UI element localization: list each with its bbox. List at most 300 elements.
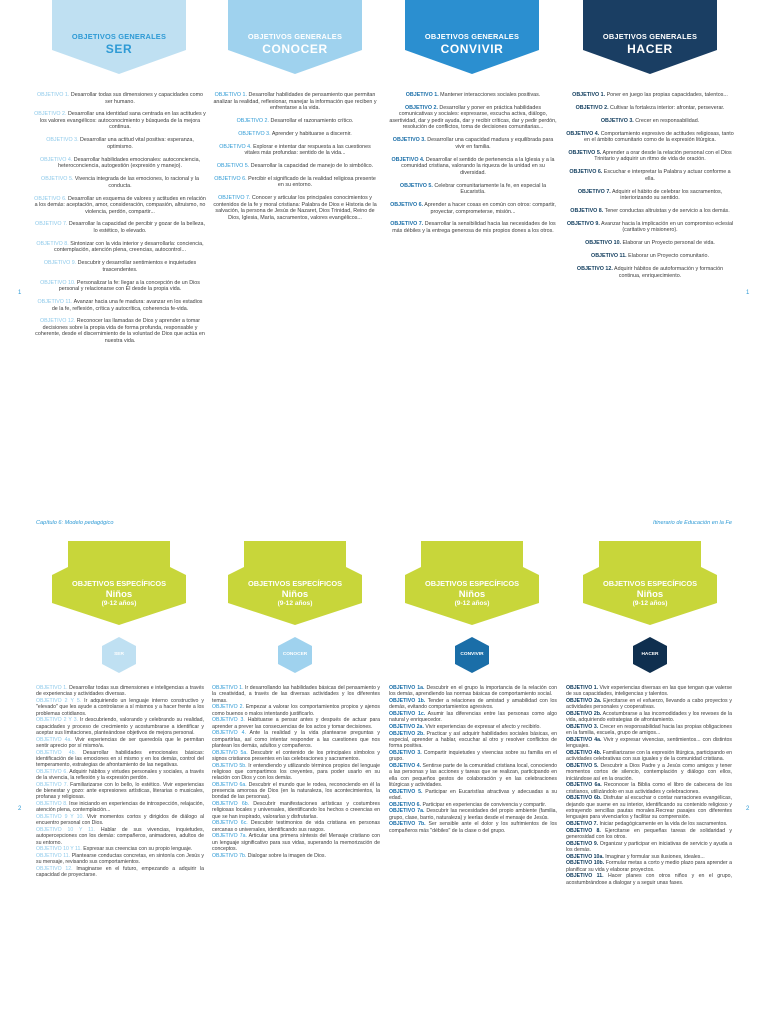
objective-text: Vivir momentos cortos y dirigidos de diálogo al encuentro personal con Dios. <box>36 814 204 827</box>
objective-label: OBJETIVO 4a. <box>36 736 72 743</box>
objective-item <box>389 821 557 834</box>
objective-label: OBJETIVO 1a. <box>389 685 425 691</box>
objective-text: Desarrollar una identidad sana centrada en las actitudes y los valores evangélicos: autoconocimiento y búsqueda de la mejora continua. <box>39 111 206 131</box>
banner-conocer <box>228 0 362 74</box>
objective-label: OBJETIVO 1c. <box>389 711 426 717</box>
objective-label: OBJETIVO 6b. <box>566 795 602 802</box>
objective-text: Reconocer las llamadas de Dios y aprender a tomar decisiones sobre la propia vida de forma profunda, responsable y coherente, desde el discernimiento de la voluntad de Dios que actúa en nuestra vida. <box>35 318 205 345</box>
objective-item <box>34 260 206 273</box>
objective-text: Desarrollar la sensibilidad hacia las necesidades de los más débiles y la entrega generosa de mis propios dones a los otros. <box>392 221 556 234</box>
objective-text: Empezar a valorar los comportamientos propios y ajenos como buenos o malos intentando justificarlo. <box>212 704 381 717</box>
objective-label: OBJETIVO 2a. <box>389 724 424 730</box>
objective-label: OBJETIVO 5b. <box>212 762 247 769</box>
objective-label: OBJETIVO 4. <box>219 143 252 150</box>
objective-item <box>566 750 732 763</box>
objective-label: OBJETIVO 2. <box>575 104 609 111</box>
objective-text: Sentirse parte de la comunidad cristiana local, conociendo a las personas y las acciones y tareas que se realizan, participando en ella con pequeños gestos de colaboración y en las celebraciones litúrgicas y actividades. <box>389 763 558 788</box>
objective-text: Descubrir en el grupo la importancia de la relación con los demás, aprendiendo las normas básicas de comportamiento social. <box>389 685 557 698</box>
objective-label: OBJETIVO 4b. <box>566 750 602 756</box>
objective-item <box>566 763 732 782</box>
objective-item <box>566 873 732 886</box>
hexagon-label: SER <box>114 652 124 657</box>
objective-text: Conocer y articular los principales conocimientos y contenidos de la fe y moral cristiana: Palabra de Dios e Historia de la salvación, la persona de Jesús de Nazaret, Dios Trinidad, Reino de Dios, Iglesia, María, sacramentos, valores evangélicos... <box>213 195 377 221</box>
specific-banner-hacer <box>583 541 717 625</box>
specific-banner-convivir <box>405 541 539 625</box>
objective-label: OBJETIVO 3. <box>238 130 271 137</box>
objective-text: Vivir experiencias diversas en las que tengan que valerse de sus capacidades, inteligencias y talentos. <box>566 685 732 698</box>
objective-label: OBJETIVO 6. <box>569 169 603 176</box>
objective-text: Dialogar sobre la imagen de Dios. <box>246 852 326 859</box>
objective-text: Descubrir a Dios Padre y a Jesús como amigos y tener momentos cortos de silencio, contemplación y diálogo con ellos, iniciándose así en la oración. <box>566 763 732 782</box>
objective-text: Reconocer la Biblia como el libro de cabecera de los cristianos, utilizándolo en sus actividades y celebraciones. <box>566 782 733 795</box>
objective-item <box>566 795 732 820</box>
specific-line2: Niños <box>636 589 664 600</box>
objective-item <box>212 163 378 170</box>
objective-item <box>34 221 206 234</box>
objective-text: Ir entendiendo y utilizando términos propios del lenguaje religioso que compartimos los creyentes, para poder usarlo en su relación con Dios y con los demás. <box>212 762 381 781</box>
objective-item <box>389 808 557 821</box>
objective-item <box>389 685 557 698</box>
objective-label: OBJETIVO 8. <box>570 208 604 215</box>
objective-label: OBJETIVO 6. <box>34 195 67 202</box>
objective-text: Compartir inquietudes y vivencias sobre su familia en el grupo. <box>389 750 557 763</box>
objective-label: OBJETIVO 2b. <box>389 730 425 737</box>
objective-item <box>389 711 557 724</box>
objective-label: OBJETIVO 4. <box>391 156 425 163</box>
objective-label: OBJETIVO 1. <box>572 92 606 98</box>
objective-label: OBJETIVO 6. <box>390 202 424 209</box>
objective-label: OBJETIVO 7a. <box>212 833 247 840</box>
objective-item <box>388 157 558 177</box>
objective-label: OBJETIVO 7a. <box>389 808 425 815</box>
objective-item <box>388 92 558 99</box>
objective-label: OBJETIVO 10b. <box>566 860 605 867</box>
objective-item <box>566 221 734 234</box>
banner-line1: OBJETIVOS GENERALES <box>71 32 167 41</box>
objective-text: Elaborar un Proyecto comunitario. <box>626 253 709 260</box>
objective-text: Aprender y habituarse a discernir. <box>270 130 352 137</box>
objective-item <box>388 183 558 196</box>
hexagon-label: HACER <box>641 652 659 657</box>
objective-item <box>212 144 378 157</box>
objective-text: Imaginarse en el futuro, empezando a adquirir la capacidad de proyectarse. <box>36 866 204 879</box>
objective-label: OBJETIVO 9. <box>566 220 600 227</box>
objective-text: Mantener interacciones sociales positivas. <box>438 92 541 98</box>
objective-label: OBJETIVO 4. <box>39 156 73 163</box>
objective-text: Imaginar y formular sus ilusiones, ideales... <box>603 853 705 860</box>
objective-item <box>212 730 380 749</box>
objective-item <box>566 724 732 737</box>
objective-item <box>212 118 378 125</box>
objective-text: Hacer planes con otros niños y en el grupo, acostumbrándose a dialogar y a seguir unas fases. <box>566 873 732 886</box>
objective-label: OBJETIVO 12. <box>576 266 613 273</box>
objective-text: Descubrir y desarrollar sentimientos e inquietudes trascendentes. <box>76 260 197 273</box>
specific-line2: Niños <box>105 589 133 600</box>
objective-text: Ante la realidad y la vida plantearse preguntas y compartirlas, así como intentar responder a las cuestiones que nos plantean los demás, adultos y compañeros. <box>212 730 380 749</box>
objective-text: Disfrutar al escuchar o contar narraciones evangélicas, dejando que suene en su interior, identificando su contenido religioso y extrayendo sencillas pautas morales.Recrear pasajes con diferentes lenguajes para vivenciarlos y facilitar su comprensión. <box>566 795 732 820</box>
objective-label: OBJETIVO 11. <box>36 853 71 859</box>
objective-item <box>389 750 557 763</box>
objective-item <box>566 131 734 144</box>
objective-item <box>36 866 204 879</box>
objective-label: OBJETIVO 10. <box>40 279 76 286</box>
objective-item <box>34 157 206 170</box>
objective-text: Adquirir hábitos y virtudes personales y sociales, a través de la vivencia, la reflexión y la expresión perdón. <box>36 768 204 781</box>
objective-label: OBJETIVO 3. <box>566 724 599 730</box>
specific-line3: (9-12 años) <box>101 600 137 607</box>
objective-label: OBJETIVO 12. <box>36 866 73 872</box>
objective-label: OBJETIVO 2b. <box>566 711 602 717</box>
objective-label: OBJETIVO 4a. <box>566 737 602 743</box>
objective-item <box>212 176 378 189</box>
objective-text: Acostumbrarse a las incomodidades y los reveses de la vida, adquiriendo estrategias de afrontamiento. <box>566 711 732 724</box>
objective-text: Tener conductas altruistas y de servicio a los demás. <box>603 208 730 215</box>
objective-label: OBJETIVO 5. <box>389 788 423 795</box>
objective-item <box>566 169 734 182</box>
objective-text: Vivir y expresar vivencias, sentimientos... con distintos lenguajes. <box>566 737 732 750</box>
objective-label: OBJETIVO 2. <box>34 111 67 118</box>
objective-item <box>389 763 557 788</box>
objective-item <box>566 860 732 873</box>
banner-line1: OBJETIVOS GENERALES <box>602 32 698 41</box>
objective-text: Sintonizar con la vida interior y desarrollarla: conciencia, contemplación, atención plena, creencias, autocontrol... <box>54 240 204 254</box>
objective-text: Adquirir el hábito de celebrar los sacramentos, interiorizando su sentido. <box>610 188 723 202</box>
objective-text: Avanzar hacia una fe madura: avanzar en los estadios de la fe, reflexión, crítica y autocrítica, coherencia fe-vida. <box>51 299 203 312</box>
objective-text: Familiarizarse con lo bello, lo estético. Vivir experiencias de bienestar y gozo: ante expresiones artísticas, literarias o musicales, profanas y religiosas. <box>36 781 204 801</box>
objective-label: OBJETIVO 6c. <box>212 820 248 827</box>
objective-item <box>212 801 380 820</box>
objective-text: Celebrar comunitariamente la fe, en especial la Eucaristía. <box>432 182 547 196</box>
objective-item <box>566 189 734 202</box>
objective-item <box>566 841 732 854</box>
objective-text: Ir adquiriendo un lenguaje interno constructivo y "elevado" que les ayude a controlarse a sí mismos y a hacer frente a los problemas cotidianos. <box>36 698 204 717</box>
objective-text: Descubrir el contenido de los principales símbolos y signos cristianos presentes en las celebraciones y sacramentos. <box>212 749 381 762</box>
banner-title: HACER <box>627 42 673 56</box>
objective-label: OBJETIVO 7. <box>577 188 611 195</box>
objective-label: OBJETIVO 3. <box>212 717 245 724</box>
hexagon-tag-convivir <box>455 637 489 673</box>
objective-label: OBJETIVO 8. <box>36 801 68 807</box>
objective-item <box>34 299 206 312</box>
objective-label: OBJETIVO 1. <box>36 92 70 98</box>
objective-text: Desarrollar y poner en práctica habilidades comunicativas y sociales: expresarse, escucha activa, diálogo, asertividad, dar y pedir ayuda, dar y recibir críticas, dar y pedir perdón, resolución de conflictos, toma de decisiones comunitarias... <box>389 104 557 131</box>
page-number: 1 <box>18 290 22 296</box>
objective-text: Ir descubriendo, valorando y celebrando su realidad, capacidades y proceso de crecimiento y acostumbrarse a identificar y aceptar sus limitaciones, planteándose objetivos de mejora personal. <box>36 717 204 736</box>
specific-line2: Niños <box>281 589 309 600</box>
objective-label: OBJETIVO 6. <box>36 768 68 775</box>
objective-text: Vivir experiencias de ser queredo/a que le permitan sentir aprecio por sí mismo/a. <box>36 736 204 749</box>
objective-item <box>566 118 734 125</box>
objective-label: OBJETIVO 6a. <box>566 782 602 789</box>
objective-text: Adquirir hábitos de autoformación y formación continua, enriquecimiento. <box>612 266 724 279</box>
objective-text: Practicar y así adquirir habilidades sociales básicas, en especial, aprender a hablar, escuchar al otro y resolver conflictos de forma positiva. <box>389 730 557 750</box>
banner-title: SER <box>105 42 133 56</box>
objective-text: Ir desarrollando las habilidades básicas del pensamiento y la creatividad, a través de las diversas actividades y los diferentes temas. <box>212 685 381 704</box>
objective-text: Avanzar hacia la implicación en un compromiso eclesial (caritativo y misionero). <box>599 220 734 234</box>
objective-label: OBJETIVO 4. <box>212 730 246 737</box>
objective-item <box>212 853 380 859</box>
objective-label: OBJETIVO 2 Y 5. <box>36 698 82 704</box>
objective-label: OBJETIVO 1. <box>212 685 244 691</box>
objective-item <box>36 782 204 801</box>
objective-text: Desarrollar todas sus dimensiones y capacidades como ser humano. <box>69 92 204 105</box>
objective-text: Formular metas a corto y medio plazo para aprender a planificar su vida y elaborar proyectos. <box>566 860 732 873</box>
chapter-header: Capítulo 6: Modelo pedagógico <box>36 520 114 526</box>
objective-text: Desarrollar todas sus dimensiones e inteligencias a través de experiencias y actividades diversas. <box>36 685 205 698</box>
objective-item <box>212 717 380 730</box>
specific-line1: OBJETIVOS ESPECÍFICOS <box>424 579 520 588</box>
objective-label: OBJETIVO 8. <box>36 240 69 247</box>
objective-label: OBJETIVO 1. <box>214 92 248 98</box>
objective-label: OBJETIVO 10a. <box>566 853 604 860</box>
objective-label: OBJETIVO 4. <box>566 130 600 137</box>
objective-label: OBJETIVO 7. <box>36 781 69 788</box>
banner-line1: OBJETIVOS GENERALES <box>247 32 343 41</box>
objective-label: OBJETIVO 1. <box>36 685 68 691</box>
objective-text: Personalizar la fe: llegar a la concepción de un Dios personal y relacionarse con Él desde la propia vida. <box>58 279 200 293</box>
objective-label: OBJETIVO 7b. <box>212 852 247 859</box>
objective-label: OBJETIVO 2. <box>212 704 244 711</box>
objective-label: OBJETIVO 2. <box>404 104 438 111</box>
objective-item <box>566 208 734 215</box>
objective-item <box>212 782 380 801</box>
objective-item <box>36 769 204 782</box>
objective-text: Desarrollar el sentido de pertenencia a la Iglesia y a la comunidad cristiana, valorando la riqueza de la unidad en su diversidad. <box>401 156 555 176</box>
objective-label: OBJETIVO 3. <box>46 137 79 144</box>
hacer-specific-list <box>566 685 732 886</box>
objective-label: OBJETIVO 5a. <box>212 749 248 756</box>
objective-text: Plantearse conductas concretas, en sintonía con Jesús y su mensaje, revisando sus comportamientos. <box>36 853 205 866</box>
objective-label: OBJETIVO 10 Y 11. <box>36 846 82 853</box>
objective-item <box>36 846 204 852</box>
objective-text: Desarrollar una actitud vital positiva: esperanza, optimismo. <box>78 137 194 150</box>
objective-label: OBJETIVO 7. <box>35 221 68 228</box>
objective-text: Desarrollar la capacidad de percibir y gozar de la belleza, lo estético, lo elevado. <box>67 221 205 234</box>
objective-item <box>566 105 734 112</box>
objective-item <box>388 137 558 150</box>
hacer-general-list <box>566 92 734 285</box>
objective-text: Iniciar pedagógicamente en la vida de los sacramentos. <box>598 820 728 827</box>
objective-item <box>566 685 732 698</box>
objective-item <box>566 828 732 841</box>
objective-item <box>34 176 206 189</box>
banner-convivir <box>405 0 539 74</box>
objective-item <box>34 137 206 150</box>
objective-item <box>566 266 734 279</box>
objective-label: OBJETIVO 6a. <box>212 781 247 788</box>
objective-label: OBJETIVO 6b. <box>212 801 250 807</box>
conocer-general-list <box>212 92 378 228</box>
objective-label: OBJETIVO 1. <box>405 92 439 98</box>
specific-line3: (9-12 años) <box>277 600 313 607</box>
objective-text: Desarrollar habilidades de pensamiento que permitan analizar la realidad, reflexionar, manejar la información que reciben y enfrentarse a la vida. <box>213 92 377 112</box>
objective-label: OBJETIVO 9. <box>566 840 599 847</box>
objective-label: OBJETIVO 10. <box>585 240 622 247</box>
objective-text: Aprender a orar desde la relación personal con el Dios Trinitario y adquirir un ritmo de vida de oración. <box>594 149 732 163</box>
objective-item <box>566 711 732 724</box>
banner-line1: OBJETIVOS GENERALES <box>424 32 520 41</box>
conocer-specific-list <box>212 685 380 859</box>
objective-text: Comportamiento expresivo de actitudes religiosas, tanto en el ámbito comunitario como de la expresión litúrgica. <box>584 130 734 144</box>
specific-line2: Niños <box>458 589 486 600</box>
objective-text: Habituarse a pensar antes y después de actuar para aprender a prever las consecuencias de los actos y tomar decisiones. <box>212 717 380 730</box>
objective-item <box>34 92 206 105</box>
objective-text: Desarrollar una capacidad madura y equilibrada para vivir en familia. <box>425 137 554 150</box>
objective-item <box>566 821 732 827</box>
objective-label: OBJETIVO 9. <box>43 260 77 267</box>
specific-banner-conocer <box>228 541 362 625</box>
objective-label: OBJETIVO 5. <box>568 149 602 156</box>
objective-item <box>566 854 732 860</box>
objective-label: OBJETIVO 7. <box>218 195 251 202</box>
objective-label: OBJETIVO 9 Y 10. <box>36 814 84 820</box>
objective-item <box>212 833 380 852</box>
banner-title: CONVIVIR <box>440 42 504 56</box>
objective-label: OBJETIVO 1b. <box>389 698 426 704</box>
hexagon-tag-conocer <box>278 637 312 673</box>
specific-line3: (9-12 años) <box>454 600 490 607</box>
specific-line3: (9-12 años) <box>632 600 668 607</box>
objective-text: Ejercitarse en pequeñas tareas de solidaridad y generosidad con los otros. <box>566 827 732 840</box>
objective-item <box>388 202 558 215</box>
objective-item <box>566 737 732 750</box>
objective-text: Desarrollar un esquema de valores y actitudes en relación a los demás: aceptación, amor, consideración, compasión, altruismo, no violencia, perdón, compartir... <box>34 195 206 215</box>
objective-label: OBJETIVO 7. <box>390 221 424 228</box>
objective-item <box>566 92 734 99</box>
objective-text: Descubrir testimonios de vida cristiana en personas cercanas o universales, identificando sus rasgos. <box>212 820 380 833</box>
objective-item <box>566 240 734 247</box>
objective-item <box>36 801 204 814</box>
objective-text: Irse iniciando en experiencias de introspección, relajación, atención plena, contemplación... <box>36 801 205 814</box>
objective-item <box>36 853 204 866</box>
objective-label: OBJETIVO 5. <box>216 163 250 170</box>
objective-item <box>566 150 734 163</box>
objective-item <box>389 731 557 750</box>
objective-label: OBJETIVO 5. <box>41 176 74 183</box>
objective-item <box>389 698 557 711</box>
objective-text: Desarrollar habilidades emocionales: autoconciencia, heteroconciencia, autogestión (expresión y manejo). <box>58 156 201 170</box>
objective-item <box>566 698 732 711</box>
objective-label: OBJETIVO 5. <box>399 182 433 189</box>
objective-item <box>389 724 557 730</box>
objective-label: OBJETIVO 2. <box>236 117 269 124</box>
objective-text: Explorar e intentar dar respuesta a las cuestiones vitales más profundas: sentido de la vida... <box>244 143 371 157</box>
objective-item <box>36 685 204 698</box>
objective-label: OBJETIVO 6. <box>389 801 421 808</box>
objective-text: Asumir las diferencias entre las personas como algo natural y enriquecedor. <box>389 711 557 724</box>
objective-item <box>212 763 380 782</box>
specific-line1: OBJETIVOS ESPECÍFICOS <box>602 579 698 588</box>
objective-item <box>566 253 734 260</box>
objective-item <box>212 92 378 112</box>
page-number: 2 <box>746 806 750 812</box>
objective-item <box>212 820 380 833</box>
hexagon-label: CONVIVIR <box>460 652 484 657</box>
hexagon-tag-hacer <box>633 637 667 673</box>
objective-item <box>388 221 558 234</box>
objective-item <box>34 318 206 344</box>
objective-text: Percibir el significado de la realidad religiosa presente en su entorno. <box>246 175 376 189</box>
objective-item <box>566 782 732 795</box>
objective-label: OBJETIVO 11. <box>591 253 627 260</box>
objective-text: Descubrir las necesidades del propio ambiente (familia, grupo, clase, barrio, naturaleza) y leerlas desde el mensaje de Jesús. <box>389 808 558 821</box>
objective-item <box>212 750 380 763</box>
objective-item <box>34 280 206 293</box>
objective-label: OBJETIVO 10 Y 11. <box>36 827 95 833</box>
objective-label: OBJETIVO 2 Y 3. <box>36 717 79 724</box>
objective-text: Organizar y participar en iniciativas de servicio y ayuda a los demás. <box>566 840 733 853</box>
objective-text: Elaborar un Proyecto personal de vida. <box>621 240 715 247</box>
book-header: Itinerario de Educación en la Fe <box>653 520 732 526</box>
banner-ser <box>52 0 186 74</box>
objective-text: Desarrollar el razonamiento crítico. <box>269 117 354 124</box>
objective-item <box>36 827 204 846</box>
objective-text: Desarrollar habilidades emocionales básicas: identificación de las emociones en sí mismo y en los demás, control del temperamento, estrategias de afrontamiento de las negativas. <box>36 749 204 768</box>
objective-text: Descubrir el mundo que le rodea, reconociendo en él la presencia amorosa de Dios (en la naturaleza, los acontecimientos, la bondad de las personas). <box>212 781 380 801</box>
objective-item <box>34 196 206 216</box>
objective-label: OBJETIVO 4b. <box>36 749 76 756</box>
objective-item <box>36 814 204 827</box>
objective-item <box>212 704 380 717</box>
objective-label: OBJETIVO 4. <box>389 763 422 769</box>
objective-text: Crecer en responsabilidad hacia las propias obligaciones en la familia, escuela, grupo de amigos... <box>566 724 732 737</box>
objective-text: Participar en experiencias de convivencia y compartir. <box>421 801 547 808</box>
objective-item <box>212 195 378 221</box>
objective-label: OBJETIVO 11. <box>566 873 604 880</box>
objective-text: Poner en juego las propias capacidades, talentos... <box>605 92 728 98</box>
objective-text: Vivencia integrada de las emociones, lo racional y la conducta. <box>73 176 199 189</box>
objective-item <box>36 698 204 717</box>
objective-label: OBJETIVO 7. <box>566 820 598 827</box>
page-number: 1 <box>746 290 750 296</box>
objective-item <box>34 111 206 131</box>
objective-text: Cultivar la fortaleza interior: afrontar, perseverar. <box>608 104 725 111</box>
objective-text: Hablar de sus vivencias, inquietudes, autopercepciones con los demás: compañeros, animadores, adultos de su entorno. <box>36 827 204 846</box>
objective-label: OBJETIVO 2a. <box>566 698 602 704</box>
specific-line1: OBJETIVOS ESPECÍFICOS <box>247 579 343 588</box>
objective-label: OBJETIVO 11. <box>37 299 73 305</box>
specific-banner-ser <box>52 541 186 625</box>
objective-item <box>36 737 204 750</box>
objective-label: OBJETIVO 7b. <box>389 821 426 828</box>
convivir-general-list <box>388 92 558 241</box>
objective-item <box>389 802 557 808</box>
objective-text: Aprender a hacer cosas en común con otros: compartir, proyectar, comprometerse, misión... <box>423 202 556 215</box>
ser-specific-list <box>36 685 204 879</box>
objective-label: OBJETIVO 3. <box>389 750 422 756</box>
hexagon-label: CONOCER <box>282 652 308 657</box>
objective-item <box>388 105 558 131</box>
objective-item <box>389 789 557 802</box>
banner-title: CONOCER <box>262 42 328 56</box>
banner-hacer <box>583 0 717 74</box>
objective-item <box>212 685 380 704</box>
objective-text: Articular una primera síntesis del Mensaje cristiano con un lenguaje significativo para sus vidas, superando la memorización de conceptos. <box>212 833 380 852</box>
page-number: 2 <box>18 806 22 812</box>
hexagon-tag-ser <box>102 637 136 673</box>
objective-text: Ser sensible ante el dolor y los sufrimientos de los compañeros más "débiles" de la clase o del grupo. <box>389 821 558 834</box>
objective-text: Expresar sus creencias con su propio lenguaje. <box>81 846 193 853</box>
objective-text: Tender a relaciones de amistad y amabilidad con los demás, evitando comportamientos agresivos. <box>389 698 557 711</box>
objective-label: OBJETIVO 8. <box>566 827 601 834</box>
convivir-specific-list <box>389 685 557 834</box>
objective-label: OBJETIVO 3. <box>600 117 634 124</box>
objective-text: Familiarizarse con la expresión litúrgica, participando en actividades celebrativas con sus iguales y de la comunidad cristiana. <box>566 750 732 763</box>
objective-item <box>36 717 204 736</box>
objective-label: OBJETIVO 6. <box>214 175 247 182</box>
objective-text: Escuchar e interpretar la Palabra y actuar conforme a ella. <box>602 169 731 182</box>
objective-item <box>34 241 206 254</box>
